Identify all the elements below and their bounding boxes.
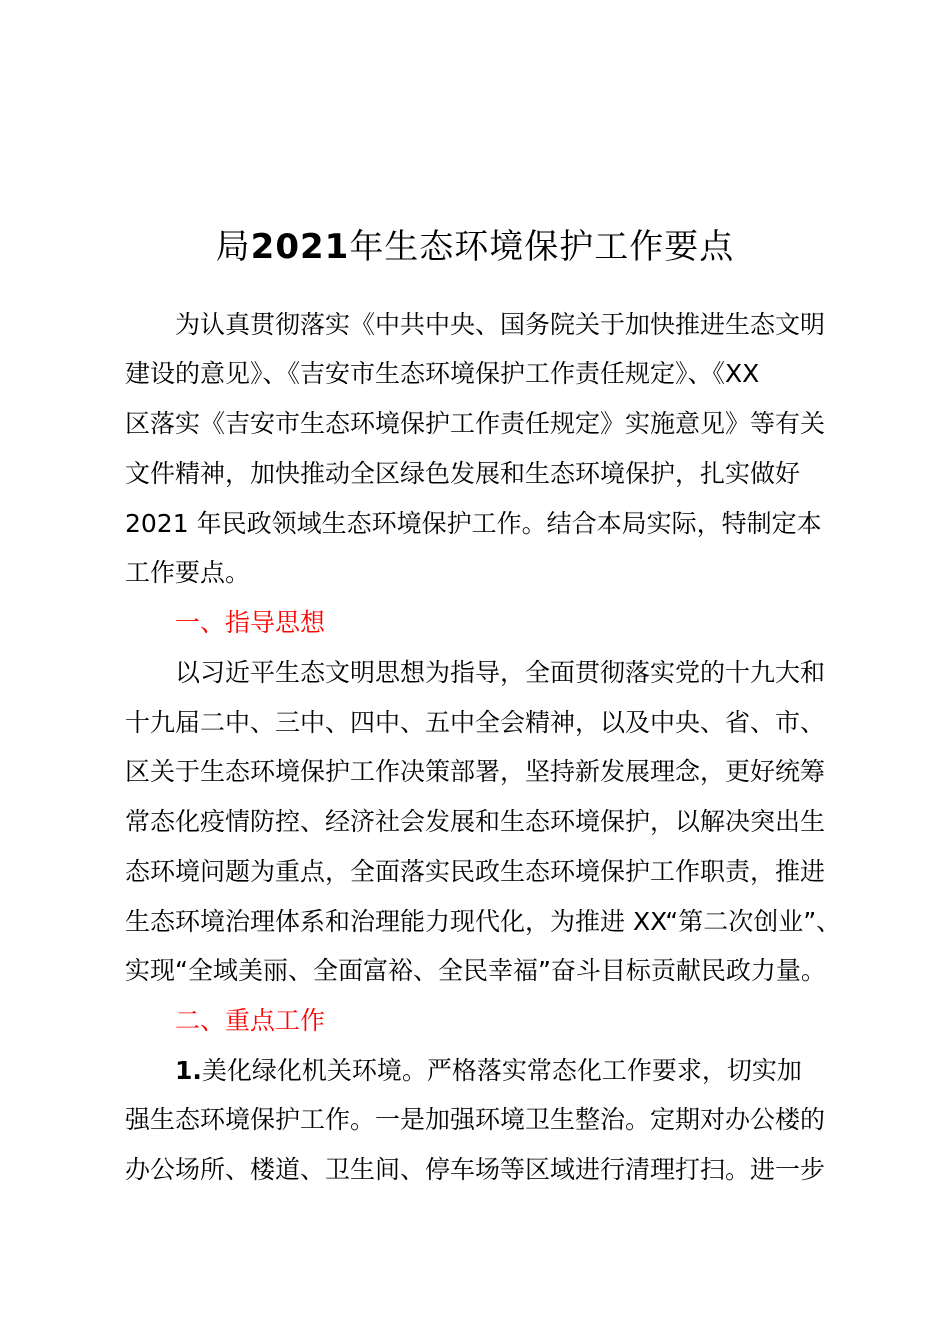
section1-line: 区关于生态环境保护工作决策部署，坚持新发展理念，更好统筹 [125, 757, 826, 786]
section1-line: 实现“全域美丽、全面富裕、全民幸福”奋斗目标贡献民政力量。 [125, 956, 826, 985]
title-year: 2021 [250, 227, 350, 267]
item1-line: 强生态环境保护工作。一是加强环境卫生整治。定期对办公楼的 [125, 1105, 826, 1134]
section1-line: 十九届二中、三中、四中、五中全会精神，以及中央、省、市、 [125, 708, 826, 737]
item1-first-line [175, 1053, 802, 1089]
intro-line: 区落实《吉安市生态环境保护工作责任规定》实施意见》等有关 [125, 409, 826, 438]
section1-line: 态环境问题为重点，全面落实民政生态环境保护工作职责，推进 [125, 857, 826, 886]
document-title [0, 222, 950, 272]
item-number: 1. [175, 1056, 202, 1085]
intro-line: 为认真贯彻落实《中共中央、国务院关于加快推进生态文明 [175, 310, 826, 339]
title-prefix: 局 [215, 227, 251, 267]
intro-line: 建设的意见》、《吉安市生态环境保护工作责任规定》、《XX [125, 359, 760, 388]
section-heading-key-work: 二、重点工作 [175, 1006, 326, 1035]
title-suffix: 年生态环境保护工作要点 [349, 227, 735, 267]
section1-line: 生态环境治理体系和治理能力现代化，为推进 XX“第二次创业”、 [125, 907, 842, 936]
section-heading-guiding-ideology: 一、指导思想 [175, 608, 326, 637]
item1-text: 美化绿化机关环境。严格落实常态化工作要求，切实加 [201, 1056, 802, 1085]
intro-line: 2021 年民政领域生态环境保护工作。结合本局实际，特制定本 [125, 509, 822, 538]
section1-line: 以习近平生态文明思想为指导，全面贯彻落实党的十九大和 [175, 658, 826, 687]
item1-line: 办公场所、楼道、卫生间、停车场等区域进行清理打扫。进一步 [125, 1155, 826, 1184]
intro-line: 工作要点。 [125, 558, 251, 587]
section1-line: 常态化疫情防控、经济社会发展和生态环境保护，以解决突出生 [125, 807, 826, 836]
intro-line: 文件精神，加快推动全区绿色发展和生态环境保护，扎实做好 [125, 459, 801, 488]
